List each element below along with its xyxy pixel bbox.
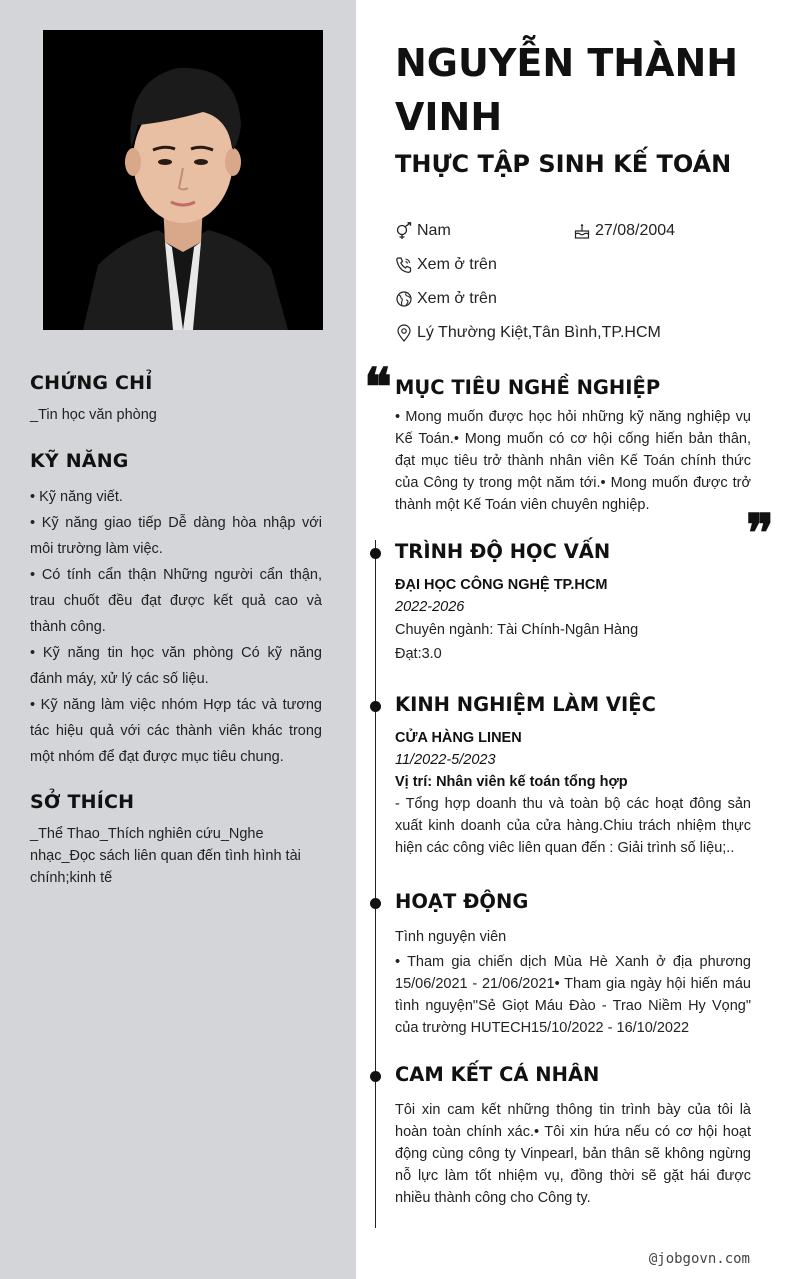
hobbies-text: _Thể Thao_Thích nghiên cứu_Nghe nhạc_Đọc sách liên quan đến tình hình tài chính;kinh tế <box>30 826 301 886</box>
quote-open-icon: ❝ <box>364 357 392 418</box>
footer-watermark: @jobgovn.com <box>648 1251 750 1267</box>
skills-section <box>30 450 322 770</box>
activities-section <box>395 890 751 1039</box>
skill-item: • Kỹ năng tin học văn phòng Có kỹ năng đánh máy, xử lý các số liệu. <box>30 645 322 687</box>
profile-photo <box>43 30 323 330</box>
globe-icon <box>395 290 413 308</box>
certificates-text: _Tin học văn phòng <box>30 407 157 423</box>
activities-role: Tình nguyện viên <box>395 929 507 945</box>
certificates-heading: CHỨNG CHỈ <box>30 372 153 394</box>
skill-item: • Có tính cẩn thận Những người cẩn thận, trau chuốt đều đạt được kết quả cao và thành công. <box>30 567 322 635</box>
education-section <box>395 540 751 666</box>
candidate-title: THỰC TẬP SINH KẾ TOÁN <box>395 150 732 178</box>
skills-list <box>30 484 322 770</box>
skills-heading: KỸ NĂNG <box>30 450 129 472</box>
education-major: Chuyên ngành: Tài Chính-Ngân Hàng <box>395 622 639 638</box>
candidate-name: NGUYỄN THÀNH VINH <box>395 41 739 139</box>
timeline-line <box>375 540 376 1228</box>
timeline-dot <box>370 1071 381 1082</box>
timeline-dot <box>370 898 381 909</box>
birthday-info <box>573 222 675 240</box>
address-info <box>395 324 661 342</box>
gender-value: Nam <box>417 222 451 239</box>
commitment-text: Tôi xin cam kết những thông tin trình bày của tôi là hoàn toàn chính xác.• Tôi xin hứa nếu có cơ hội hoạt động cùng công ty Vinpearl, bản thân sẽ không ngừng nỗ lực làm tốt nhiệm vụ, đồng thời sẽ gặt hái được nhiều thành công cho Công ty. <box>395 1102 751 1206</box>
website-value: Xem ở trên <box>417 290 497 307</box>
timeline-dot <box>370 701 381 712</box>
education-heading: TRÌNH ĐỘ HỌC VẤN <box>395 540 611 563</box>
experience-company: CỬA HÀNG LINEN <box>395 730 522 746</box>
quote-close-icon: ❞ <box>746 503 774 564</box>
commitment-section <box>395 1063 751 1209</box>
activities-description: • Tham gia chiến dịch Mùa Hè Xanh ở địa phương 15/06/2021 - 21/06/2021• Tham gia ngày hội hiến máu tình nguyện"Sẻ Giọt Máu Đào - Trao Niềm Hy Vọng" của trường HUTECH15/10/2022 - 16/10/2022 <box>395 954 751 1036</box>
education-period: 2022-2026 <box>395 599 465 615</box>
timeline-dot <box>370 548 381 559</box>
experience-heading: KINH NGHIỆM LÀM VIỆC <box>395 693 656 716</box>
phone-icon <box>395 256 413 274</box>
objective-section <box>395 376 751 516</box>
skill-item: • Kỹ năng viết. <box>30 489 123 505</box>
experience-position: Vị trí: Nhân viên kế toán tổng hợp <box>395 774 628 790</box>
main-column <box>356 0 790 1279</box>
website-info <box>395 290 497 308</box>
certificates-section <box>30 372 322 426</box>
skill-item: • Kỹ năng giao tiếp Dễ dàng hòa nhập với môi trường làm việc. <box>30 515 322 557</box>
education-gpa: Đạt:3.0 <box>395 646 442 662</box>
objective-heading: MỤC TIÊU NGHỀ NGHIỆP <box>395 376 661 399</box>
address-value: Lý Thường Kiệt,Tân Bình,TP.HCM <box>417 324 661 341</box>
gender-info <box>395 222 451 240</box>
phone-info <box>395 256 497 274</box>
hobbies-heading: SỞ THÍCH <box>30 791 135 813</box>
education-school: ĐẠI HỌC CÔNG NGHỆ TP.HCM <box>395 577 608 593</box>
cake-icon <box>573 222 591 240</box>
experience-period: 11/2022-5/2023 <box>395 752 496 768</box>
commitment-heading: CAM KẾT CÁ NHÂN <box>395 1063 600 1086</box>
skill-item: • Kỹ năng làm việc nhóm Hợp tác và tương tác hiệu quả với các thành viên khác trong một nhóm để đạt được mục tiêu chung. <box>30 697 322 765</box>
sidebar <box>0 0 356 1279</box>
hobbies-section <box>30 791 322 889</box>
phone-value: Xem ở trên <box>417 256 497 273</box>
objective-text: • Mong muốn được học hỏi những kỹ năng nghiệp vụ Kế Toán.• Mong muốn có cơ hội cống hiến bản thân, đạt mục tiêu trở thành nhân viên Kế Toán chính thức của Công ty trong một năm tới.• Mong muốn được trở thành một Kế Toán viên chuyên nghiệp. <box>395 409 751 513</box>
gender-icon <box>395 222 413 240</box>
birthday-value: 27/08/2004 <box>595 222 676 239</box>
experience-section <box>395 693 751 859</box>
location-pin-icon <box>395 324 413 342</box>
experience-description: - Tổng hợp doanh thu và toàn bộ các hoạt đông sản xuất kinh doanh của cửa hàng.Chiu trách nhiệm thực hiện các công viêc liên quan đến : Giải trình số liệu;.. <box>395 796 751 856</box>
activities-heading: HOẠT ĐỘNG <box>395 890 529 913</box>
